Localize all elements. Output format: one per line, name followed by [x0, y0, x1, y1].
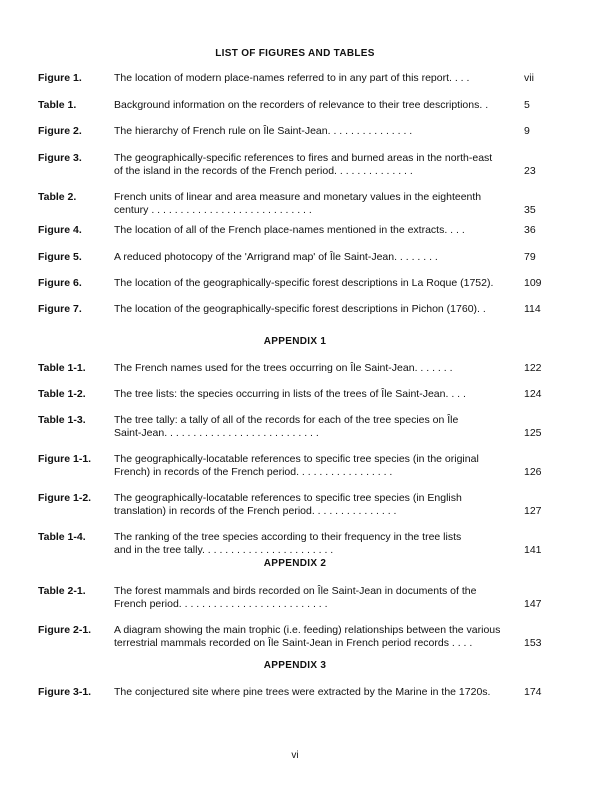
- entry-title-line: French) in records of the French period. . . . . . . . . . . . . . . . .: [114, 466, 393, 478]
- entry-title-line: The location of the geographically-specific forest descriptions in La Roque (1752).: [114, 277, 494, 289]
- entry-title-line: terrestrial mammals recorded on Île Saint-Jean in French period records . . . .: [114, 637, 473, 649]
- entry-label: Figure 1.: [38, 72, 82, 84]
- entry-page-number: 9: [524, 125, 530, 137]
- entry-title-line: translation) in records of the French period. . . . . . . . . . . . . . .: [114, 505, 397, 517]
- entry-title-line: The geographically-locatable references to specific tree species (in the original: [114, 453, 479, 465]
- entry-title: [114, 72, 512, 85]
- entry-title: [114, 251, 512, 264]
- entry-label: Figure 1-2.: [38, 492, 92, 504]
- entry-page-number: 124: [524, 388, 542, 400]
- entry-label: Figure 2-1.: [38, 624, 92, 636]
- entry-page-number: 127: [524, 505, 542, 517]
- entry-page-number: 79: [524, 251, 536, 263]
- entry-page-number: 35: [524, 204, 536, 216]
- entry-title: [114, 585, 512, 611]
- entry-title: [114, 277, 512, 290]
- entry-title-line: The ranking of the tree species according to their frequency in the tree lists: [114, 531, 462, 543]
- entry-title: [114, 414, 512, 440]
- entry-title: [114, 388, 512, 401]
- entry-title: [114, 99, 512, 112]
- entry-title: [114, 125, 512, 138]
- entry-label: Table 1-4.: [38, 531, 86, 543]
- entry-title-line: A reduced photocopy of the 'Arrigrand map' of Île Saint-Jean. . . . . . . .: [114, 251, 438, 263]
- entry-title: [114, 152, 512, 178]
- entry-title-line: and in the tree tally. . . . . . . . . . . . . . . . . . . . . . .: [114, 544, 334, 556]
- entry-page-number: 36: [524, 224, 536, 236]
- entry-label: Figure 2.: [38, 125, 82, 137]
- entry-page-number: 125: [524, 427, 542, 439]
- entry-page-number: 122: [524, 362, 542, 374]
- entry-label: Table 1-2.: [38, 388, 86, 400]
- appendix-3-heading: APPENDIX 3: [263, 660, 327, 671]
- appendix-1-heading: APPENDIX 1: [263, 336, 327, 347]
- entry-page-number: 141: [524, 544, 542, 556]
- entry-label: Figure 5.: [38, 251, 82, 263]
- entry-title: [114, 686, 512, 699]
- entry-title-line: The location of all of the French place-names mentioned in the extracts. . . .: [114, 224, 465, 236]
- entry-title: [114, 303, 512, 316]
- entry-label: Figure 4.: [38, 224, 82, 236]
- entry-label: Table 1-1.: [38, 362, 86, 374]
- entry-label: Figure 7.: [38, 303, 82, 315]
- entry-title-line: Saint-Jean. . . . . . . . . . . . . . . . . . . . . . . . . . .: [114, 427, 319, 439]
- entry-title: [114, 531, 512, 557]
- entry-page-number: 5: [524, 99, 530, 111]
- entry-label: Figure 1-1.: [38, 453, 92, 465]
- entry-label: Figure 3-1.: [38, 686, 92, 698]
- entry-title-line: The location of modern place-names referred to in any part of this report. . . .: [114, 72, 470, 84]
- page-number-footer: vi: [291, 750, 299, 761]
- entry-title-line: The location of the geographically-specific forest descriptions in Pichon (1760). .: [114, 303, 486, 315]
- entry-title-line: French period. . . . . . . . . . . . . . . . . . . . . . . . . .: [114, 598, 328, 610]
- entry-title-line: The conjectured site where pine trees were extracted by the Marine in the 1720s.: [114, 686, 491, 698]
- entry-label: Table 2-1.: [38, 585, 86, 597]
- entry-title: [114, 492, 512, 518]
- entry-page-number: 23: [524, 165, 536, 177]
- entry-title-line: The tree lists: the species occurring in lists of the trees of Île Saint-Jean. . . .: [114, 388, 466, 400]
- entry-title-line: A diagram showing the main trophic (i.e. feeding) relationships between the various: [114, 624, 501, 636]
- entry-title-line: The hierarchy of French rule on Île Saint-Jean. . . . . . . . . . . . . . .: [114, 125, 413, 137]
- entry-title-line: The forest mammals and birds recorded on Île Saint-Jean in documents of the: [114, 585, 477, 597]
- entry-title-line: The geographically-specific references to fires and burned areas in the north-east: [114, 152, 493, 164]
- entry-page-number: 114: [524, 303, 541, 315]
- entry-label: Figure 3.: [38, 152, 82, 164]
- entry-label: Table 1.: [38, 99, 77, 111]
- entry-title-line: century . . . . . . . . . . . . . . . . . . . . . . . . . . . .: [114, 204, 312, 216]
- entry-title: [114, 624, 512, 650]
- entry-page-number: 126: [524, 466, 542, 478]
- entry-title: [114, 453, 512, 479]
- entry-title: [114, 191, 512, 217]
- entry-page-number: vii: [524, 72, 534, 84]
- entry-label: Table 1-3.: [38, 414, 86, 426]
- appendix-2-heading: APPENDIX 2: [263, 558, 327, 569]
- page-title: LIST OF FIGURES AND TABLES: [215, 48, 375, 59]
- entry-page-number: 153: [524, 637, 542, 649]
- entry-label: Table 2.: [38, 191, 77, 203]
- entry-title-line: The tree tally: a tally of all of the records for each of the tree species on Île: [114, 414, 459, 426]
- entry-title-line: The geographically-locatable references to specific tree species (in English: [114, 492, 462, 504]
- entry-page-number: 109: [524, 277, 542, 289]
- entry-title-line: The French names used for the trees occurring on Île Saint-Jean. . . . . . .: [114, 362, 453, 374]
- entry-title-line: French units of linear and area measure and monetary values in the eighteenth: [114, 191, 482, 203]
- entry-title: [114, 362, 512, 375]
- entry-title-line: of the island in the records of the French period. . . . . . . . . . . . . .: [114, 165, 413, 177]
- entry-title: [114, 224, 512, 237]
- entry-page-number: 174: [524, 686, 542, 698]
- entry-label: Figure 6.: [38, 277, 82, 289]
- entry-page-number: 147: [524, 598, 542, 610]
- entry-title-line: Background information on the recorders of relevance to their tree descriptions. .: [114, 99, 489, 111]
